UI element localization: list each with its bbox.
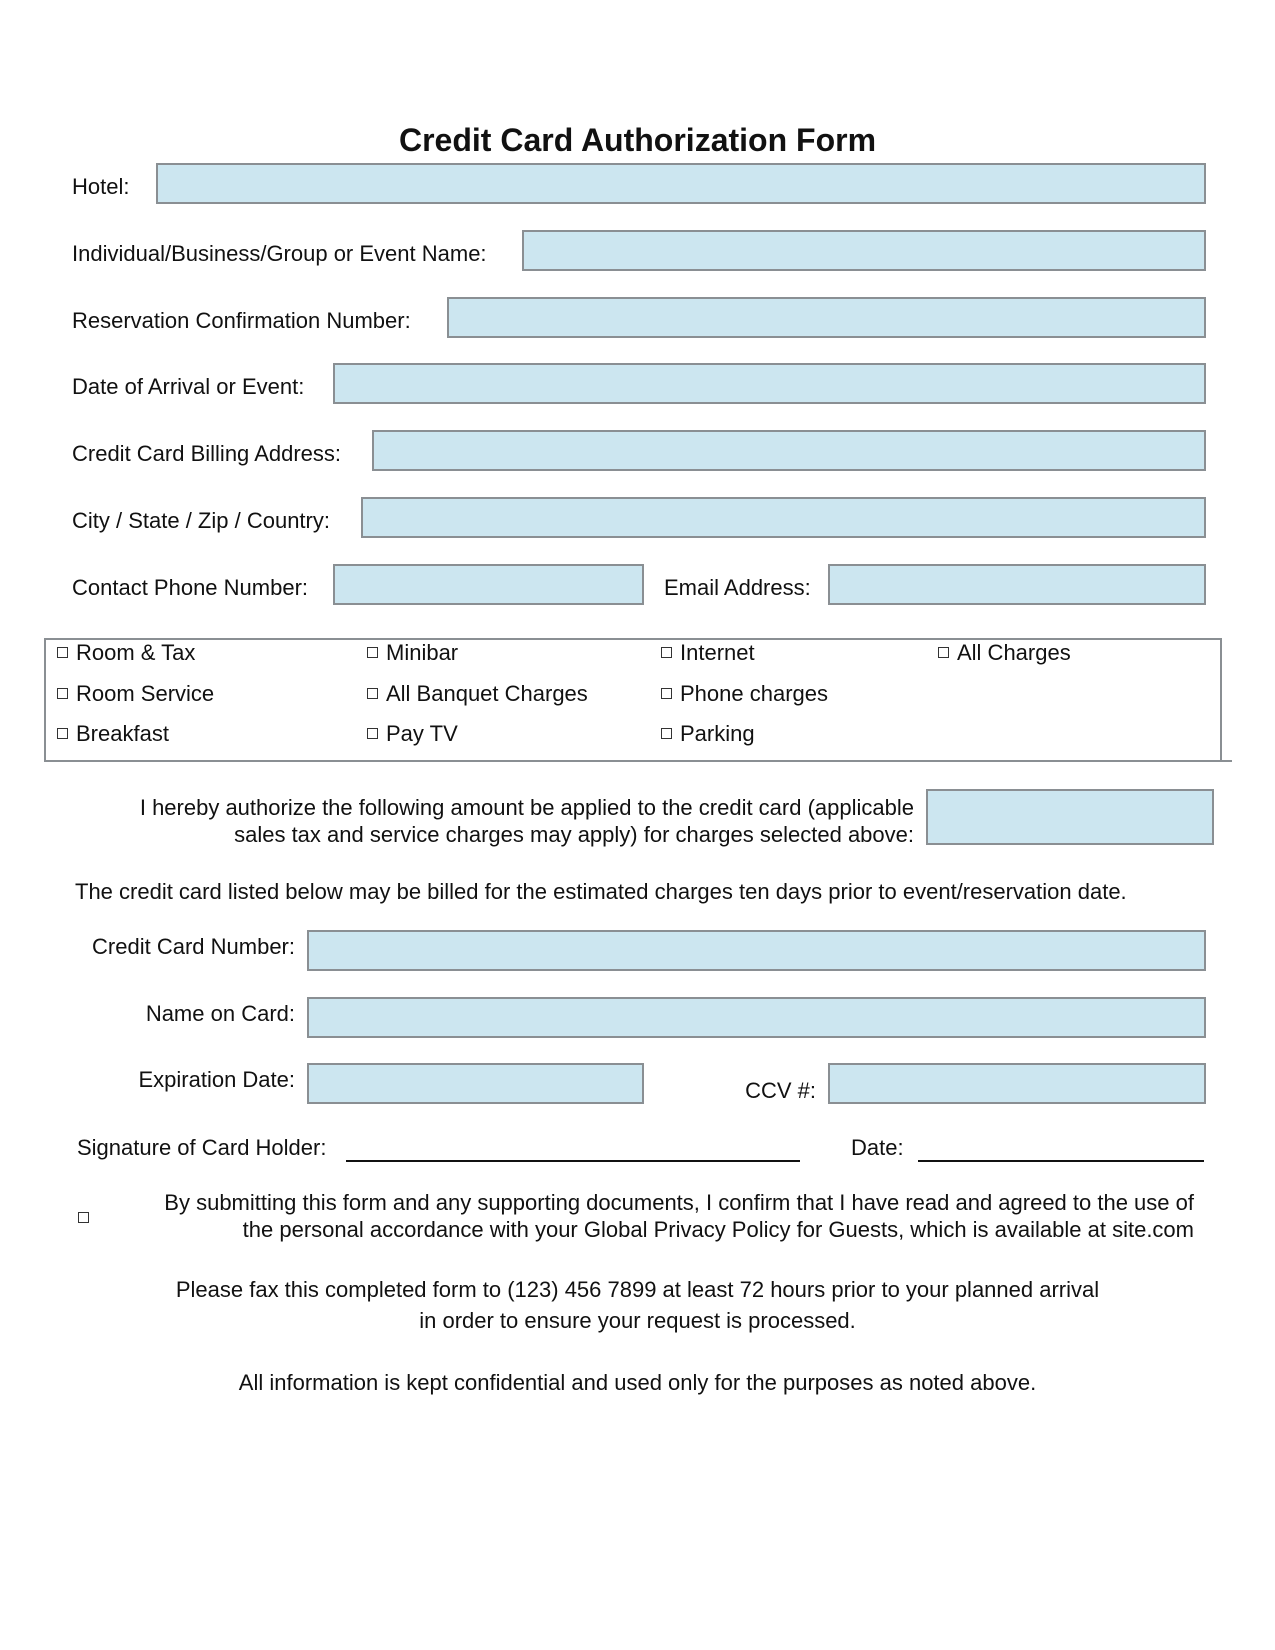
signature-date-line[interactable] [918, 1160, 1204, 1162]
hotel-field[interactable] [156, 163, 1206, 204]
ccv-label: CCV #: [745, 1078, 816, 1103]
email-field[interactable] [828, 564, 1206, 605]
checkbox-phone-charges[interactable] [661, 681, 828, 707]
checkbox-icon[interactable] [661, 647, 672, 658]
authorized-amount-field[interactable] [926, 789, 1214, 845]
signature-line[interactable] [346, 1160, 800, 1162]
authorize-line-2: sales tax and service charges may apply) for charges selected above: [234, 822, 914, 847]
checkbox-icon[interactable] [57, 688, 68, 699]
email-label: Email Address: [664, 575, 811, 600]
checkbox-icon[interactable] [661, 688, 672, 699]
checkbox-label: Breakfast [76, 721, 169, 746]
event-name-field[interactable] [522, 230, 1206, 271]
checkbox-label: Parking [680, 721, 755, 746]
charges-box-edge [1220, 638, 1222, 762]
billing-address-field[interactable] [372, 430, 1206, 471]
arrival-date-field[interactable] [333, 363, 1206, 404]
hotel-label: Hotel: [72, 174, 130, 199]
checkbox-label: Internet [680, 640, 755, 665]
checkbox-icon[interactable] [938, 647, 949, 658]
checkbox-icon[interactable] [367, 647, 378, 658]
checkbox-all-charges[interactable] [938, 640, 1071, 666]
phone-label: Contact Phone Number: [72, 575, 309, 600]
checkbox-icon[interactable] [57, 647, 68, 658]
billing-notice: The credit card listed below may be billed for the estimated charges ten days prior to event/reservation date. [75, 879, 1127, 904]
city-state-zip-field[interactable] [361, 497, 1206, 538]
page-title: Credit Card Authorization Form [398, 122, 877, 158]
phone-field[interactable] [333, 564, 644, 605]
fax-instructions-line-2: in order to ensure your request is processed. [419, 1308, 856, 1333]
expiration-date-field[interactable] [307, 1063, 644, 1104]
authorize-line-1: I hereby authorize the following amount be applied to the credit card (applicable [139, 795, 914, 820]
checkbox-label: Room Service [76, 681, 215, 706]
ccv-field[interactable] [828, 1063, 1206, 1104]
checkbox-label: All Charges [957, 640, 1071, 665]
checkbox-minibar[interactable] [367, 640, 458, 666]
checkbox-icon[interactable] [367, 688, 378, 699]
checkbox-room-service[interactable] [57, 681, 214, 707]
checkbox-breakfast[interactable] [57, 721, 169, 747]
card-number-label: Credit Card Number: [92, 934, 295, 959]
checkbox-label: Phone charges [680, 681, 828, 706]
consent-line-1: By submitting this form and any supporting documents, I confirm that I have read and agreed to the use of [164, 1190, 1194, 1215]
billing-address-label: Credit Card Billing Address: [72, 441, 342, 466]
event-name-label: Individual/Business/Group or Event Name: [72, 241, 487, 266]
city-state-zip-label: City / State / Zip / Country: [72, 508, 330, 533]
arrival-date-label: Date of Arrival or Event: [72, 374, 305, 399]
expiration-date-label: Expiration Date: [138, 1067, 295, 1092]
checkbox-icon[interactable] [367, 728, 378, 739]
name-on-card-label: Name on Card: [145, 1001, 295, 1026]
confirmation-number-field[interactable] [447, 297, 1206, 338]
checkbox-internet[interactable] [661, 640, 755, 666]
name-on-card-field[interactable] [307, 997, 1206, 1038]
checkbox-label: Minibar [386, 640, 459, 665]
consent-checkbox-icon[interactable] [78, 1212, 89, 1223]
checkbox-label: All Banquet Charges [386, 681, 588, 706]
fax-instructions-line-1: Please fax this completed form to (123) 456 7899 at least 72 hours prior to your planned arrival [175, 1277, 1100, 1302]
confidentiality-notice: All information is kept confidential and used only for the purposes as noted above. [238, 1370, 1037, 1395]
checkbox-pay-tv[interactable] [367, 721, 458, 747]
signature-date-label: Date: [851, 1135, 904, 1160]
signature-label: Signature of Card Holder: [77, 1135, 327, 1160]
checkbox-icon[interactable] [57, 728, 68, 739]
checkbox-label: Pay TV [386, 721, 458, 746]
confirmation-number-label: Reservation Confirmation Number: [72, 308, 411, 333]
checkbox-banquet[interactable] [367, 681, 588, 707]
charges-box-tail [1220, 760, 1232, 762]
checkbox-room-tax[interactable] [57, 640, 195, 666]
checkbox-label: Room & Tax [76, 640, 196, 665]
checkbox-icon[interactable] [661, 728, 672, 739]
card-number-field[interactable] [307, 930, 1206, 971]
consent-line-2: the personal accordance with your Global Privacy Policy for Guests, which is available at site.com [242, 1217, 1194, 1242]
checkbox-parking[interactable] [661, 721, 755, 747]
